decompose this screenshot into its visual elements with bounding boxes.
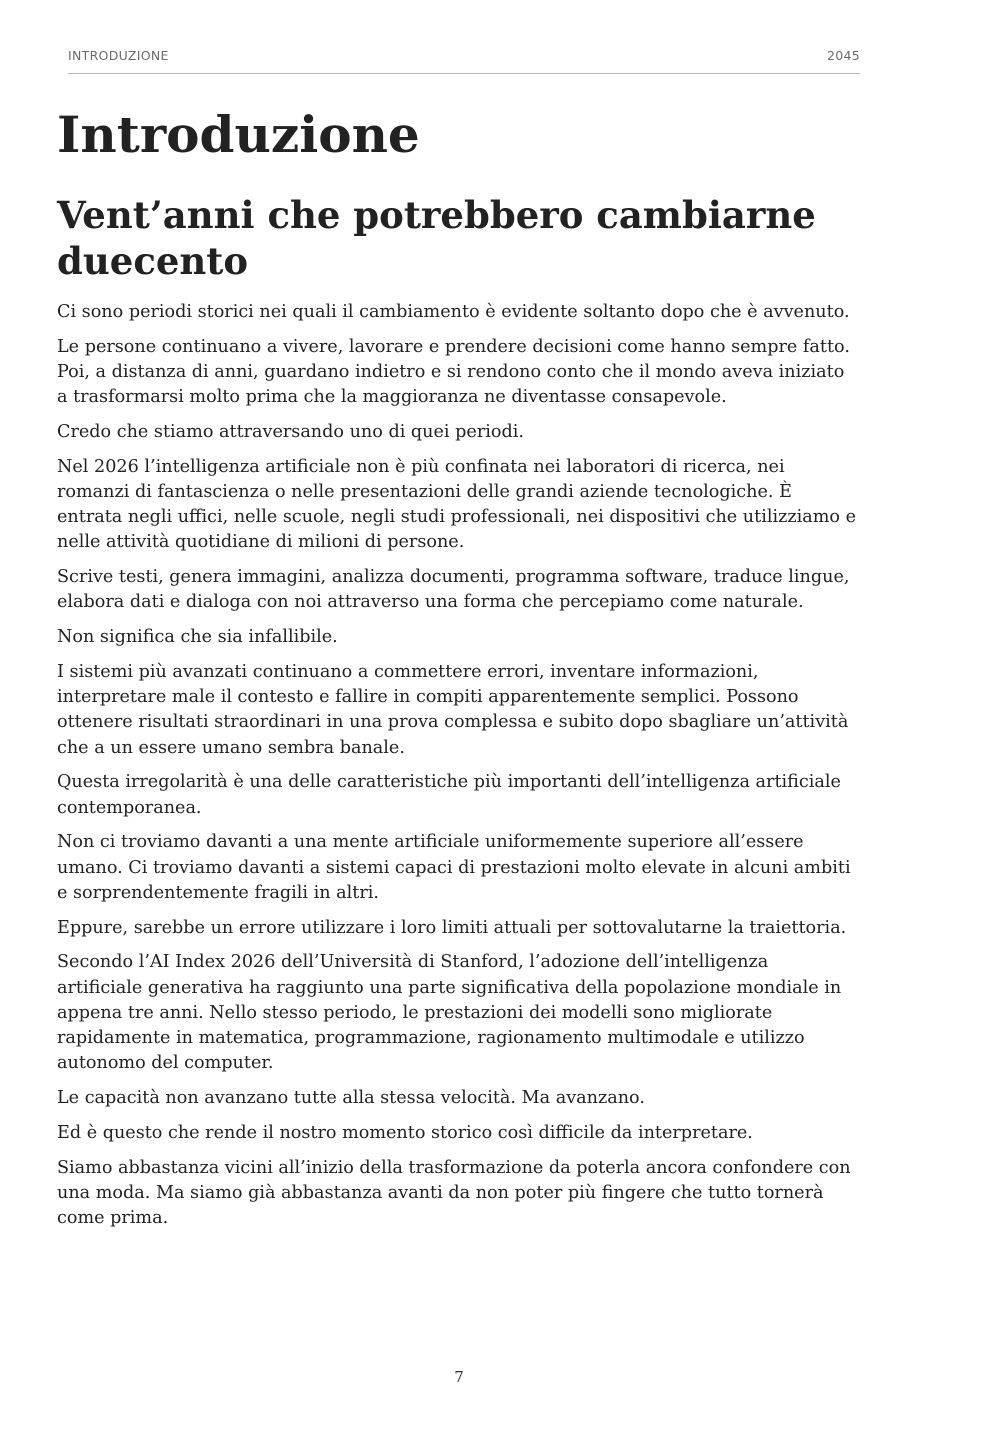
running-header-year: 2045 (826, 48, 860, 63)
paragraph: Ed è questo che rende il nostro momento storico così difficile da interpretare. (57, 1122, 753, 1143)
paragraph: Siamo abbastanza vicini all’inizio della trasformazione da poterla ancora confondere con una moda. Ma siamo già abbastanza avanti da non poter più fingere che tutto tornerà come prima. (57, 1157, 851, 1229)
paragraph: Nel 2026 l’intelligenza artificiale non è più confinata nei laboratori di ricerca, nei romanzi di fantascienza o nelle presentazioni delle grandi aziende tecnologiche. È entrata negli uffici, nelle scuole, negli studi professionali, nei dispositivi che utilizziamo e nelle attività quotidiane di milioni di persone. (57, 456, 857, 553)
paragraph: Questa irregolarità è una delle caratteristiche più importanti dell’intelligenza artificiale contemporanea. (57, 772, 841, 818)
paragraph: Non significa che sia infallibile. (57, 627, 338, 648)
paragraph: I sistemi più avanzati continuano a commettere errori, inventare informazioni, interpretare male il contesto e fallire in compiti apparentemente semplici. Possono ottenere risultati straordinari in una prova complessa e subito dopo sbagliare un’attività che a un essere umano sembra banale. (57, 662, 849, 758)
paragraph: Eppure, sarebbe un errore utilizzare i loro limiti attuali per sottovalutarne la traiettoria. (57, 917, 847, 938)
paragraph: Scrive testi, genera immagini, analizza documenti, programma software, traduce lingue, elabora dati e dialoga con noi attraverso una forma che percepiamo come naturale. (57, 567, 850, 613)
paragraph: Non ci troviamo davanti a una mente artificiale uniformemente superiore all’essere umano. Ci troviamo davanti a sistemi capaci di prestazioni molto elevate in alcuni ambiti e sorprendentemente fragili in altri. (57, 832, 851, 903)
section-title: Vent’anni che potrebbero cambiarne duecento (57, 193, 816, 283)
running-header (68, 46, 860, 74)
chapter-title: Introduzione (57, 105, 420, 164)
running-header-section: INTRODUZIONE (68, 48, 169, 63)
paragraph: Credo che stiamo attraversando uno di quei periodi. (57, 422, 524, 442)
page-number: 7 (454, 1368, 464, 1386)
page-content (57, 104, 857, 1241)
body-text (57, 300, 857, 1231)
paragraph: Le capacità non avanzano tutte alla stessa velocità. Ma avanzano. (57, 1088, 645, 1109)
paragraph: Secondo l’AI Index 2026 dell’Università di Stanford, l’adozione dell’intelligenza artificiale generativa ha raggiunto una parte significativa della popolazione mondiale in appena tre anni. Nello stesso periodo, le prestazioni dei modelli sono migliorate rapidamente in matematica, programmazione, ragionamento multimodale e utilizzo autonomo del computer. (57, 952, 842, 1074)
paragraph: Le persone continuano a vivere, lavorare e prendere decisioni come hanno sempre fatto. Poi, a distanza di anni, guardano indietro e si rendono conto che il mondo aveva iniziato a trasformarsi molto prima che la maggioranza ne diventasse consapevole. (57, 336, 850, 408)
paragraph: Ci sono periodi storici nei quali il cambiamento è evidente soltanto dopo che è avvenuto. (57, 302, 850, 322)
